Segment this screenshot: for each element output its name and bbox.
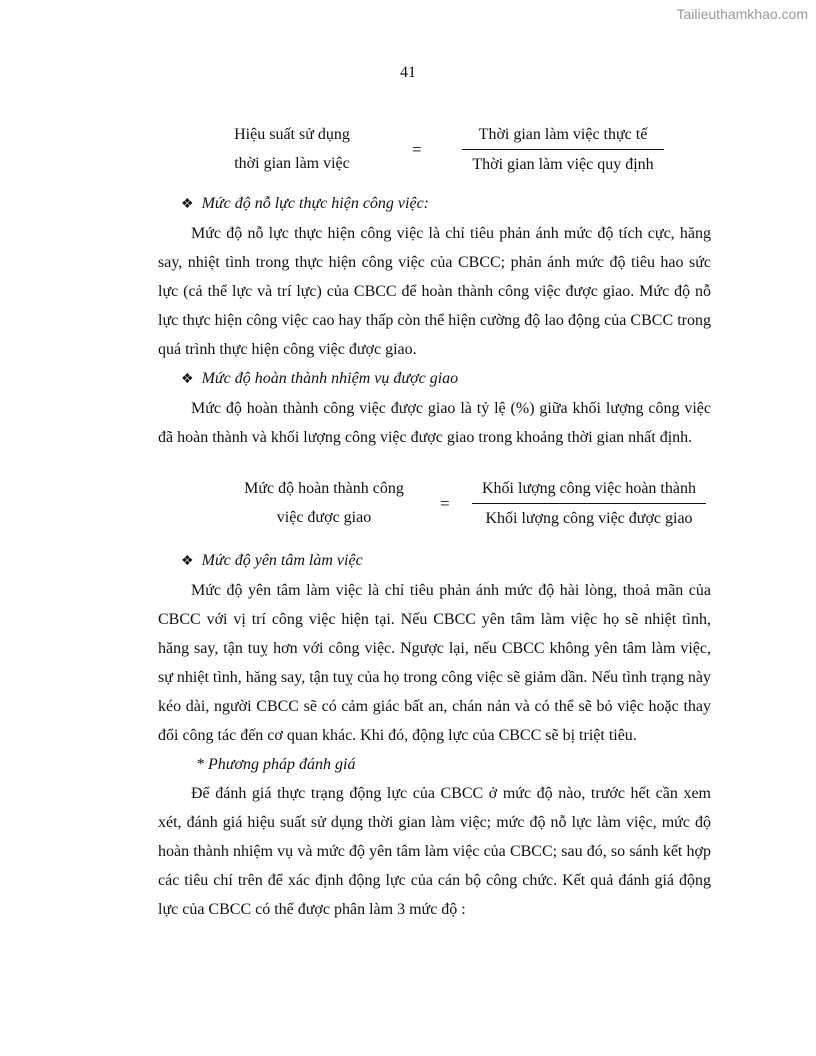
formula-lhs-line2: thời gian làm việc: [234, 155, 350, 172]
equals-sign: =: [440, 494, 450, 513]
section-heading-text: Mức độ nỗ lực thực hiện công việc:: [201, 195, 429, 212]
section-heading: [158, 546, 711, 576]
document-body: [158, 189, 711, 924]
formula-lhs-line1: Hiệu suất sử dụng: [234, 126, 350, 143]
section-paragraph: Mức độ hoàn thành công việc được giao là tỷ lệ (%) giữa khối lượng công việc đã hoàn thành và khối lượng công việc được giao trong khoảng thời gian nhất định.: [158, 400, 711, 446]
diamond-bullet-icon: ❖: [181, 372, 194, 387]
formula-lhs-line1: Mức độ hoàn thành công: [244, 480, 404, 497]
equals-sign: =: [412, 140, 422, 159]
fraction-denominator: Thời gian làm việc quy định: [462, 149, 664, 179]
watermark: Tailieuthamkhao.com: [676, 6, 808, 22]
section-heading-text: Mức độ yên tâm làm việc: [201, 552, 363, 569]
formula-fraction: [462, 120, 664, 179]
fraction-numerator: Thời gian làm việc thực tế: [478, 126, 648, 143]
formula-lhs: [226, 474, 422, 532]
formula-lhs-line2: việc được giao: [276, 509, 372, 526]
section-heading: [158, 189, 711, 219]
fraction-numerator: Khối lượng công việc hoàn thành: [482, 480, 696, 497]
page-number: 41: [400, 64, 416, 81]
diamond-bullet-icon: ❖: [181, 554, 194, 569]
section-paragraph: Mức độ nỗ lực thực hiện công việc là chỉ tiêu phản ánh mức độ tích cực, hăng say, nhiệt tình trong thực hiện công việc của CBCC; phản ánh mức độ tiêu hao sức lực (cả thể lực và trí lực) của CBCC để hoàn thành công việc được giao. Mức độ nỗ lực thực hiện công việc cao hay thấp còn thể hiện cường độ lao động của CBCC trong quá trình thực hiện công việc được giao.: [158, 225, 711, 358]
section-paragraph: Mức độ yên tâm làm việc là chỉ tiêu phản ánh mức độ hài lòng, thoả mãn của CBCC với vị trí công việc hiện tại. Nếu CBCC yên tâm làm việc họ sẽ nhiệt tình, hăng say, tận tuỵ hơn với công việc. Ngược lại, nếu CBCC không yên tâm làm việc, sự nhiệt tình, hăng say, tận tuỵ của họ trong công việc sẽ giảm dần. Nếu tình trạng này kéo dài, người CBCC sẽ có cảm giác bất an, chán nản và có thể sẽ bỏ việc hoặc thay đổi công tác đến cơ quan khác. Khi đó, động lực của CBCC sẽ bị triệt tiêu.: [158, 582, 711, 744]
formula-lhs: [214, 120, 370, 178]
method-paragraph: Để đánh giá thực trạng động lực của CBCC ở mức độ nào, trước hết cần xem xét, đánh giá hiệu suất sử dụng thời gian làm việc; mức độ nỗ lực làm việc, mức độ hoàn thành nhiệm vụ và mức độ yên tâm làm việc của CBCC; sau đó, so sánh kết hợp các tiêu chí trên để xác định động lực của cán bộ công chức. Kết quả đánh giá động lực của CBCC có thể được phân làm 3 mức độ :: [158, 785, 711, 918]
formula-completion-rate: [0, 474, 816, 544]
diamond-bullet-icon: ❖: [181, 197, 194, 212]
formula-time-efficiency: [0, 120, 816, 190]
formula-fraction: [472, 474, 706, 533]
method-heading: * Phương pháp đánh giá: [196, 756, 356, 773]
section-heading-text: Mức độ hoàn thành nhiệm vụ được giao: [201, 370, 459, 387]
section-heading: [158, 364, 711, 394]
fraction-denominator: Khối lượng công việc được giao: [472, 503, 706, 533]
